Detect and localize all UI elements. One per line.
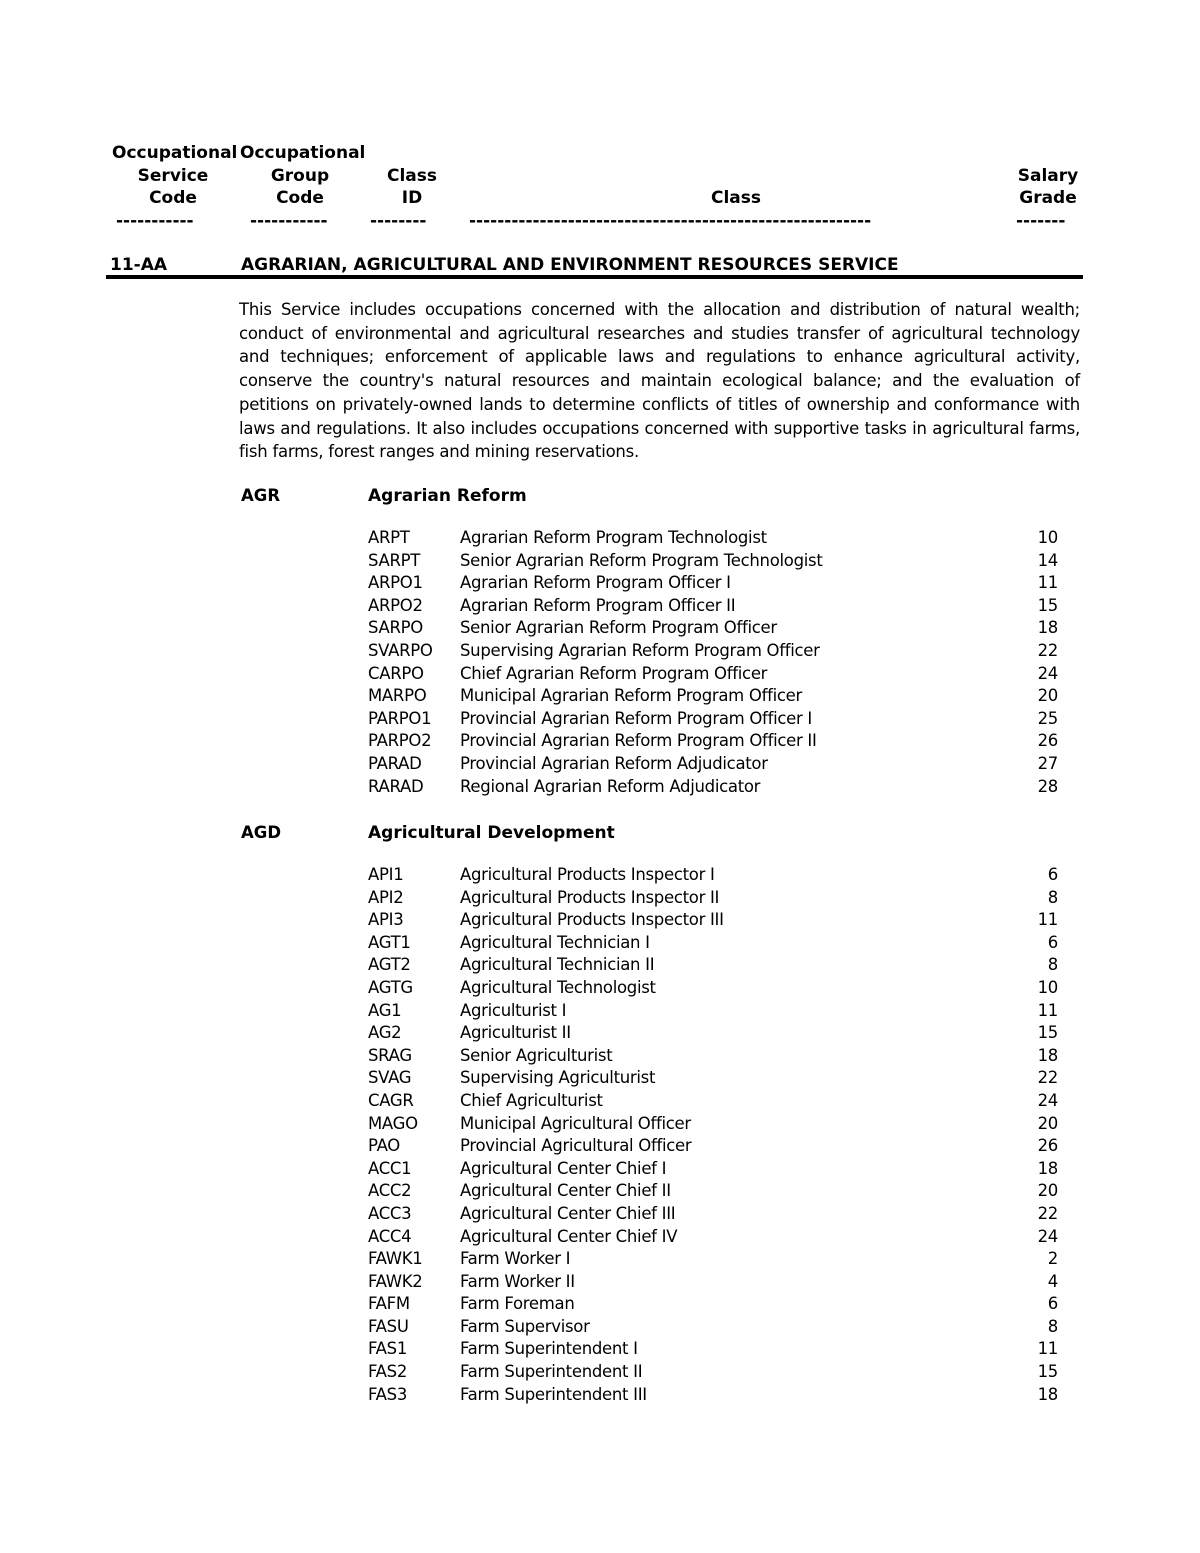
class-row bbox=[368, 1361, 1060, 1384]
class-row bbox=[368, 909, 1060, 932]
class-row bbox=[368, 572, 1060, 595]
class-id: ARPT bbox=[368, 528, 410, 547]
class-id: FAS2 bbox=[368, 1362, 408, 1382]
salary-grade: 15 bbox=[1037, 595, 1058, 615]
class-name: Farm Superintendent II bbox=[460, 1362, 643, 1382]
salary-grade: 28 bbox=[1037, 776, 1058, 796]
class-row bbox=[368, 776, 1060, 799]
class-row bbox=[368, 730, 1060, 753]
salary-grade: 18 bbox=[1037, 1158, 1058, 1178]
service-code: 11-AA bbox=[110, 255, 168, 275]
class-row bbox=[368, 1045, 1060, 1068]
class-id: ARPO1 bbox=[368, 573, 423, 593]
salary-grade: 20 bbox=[1037, 686, 1058, 706]
class-id: API2 bbox=[368, 887, 404, 907]
class-name: Agricultural Technician I bbox=[460, 932, 650, 952]
class-row bbox=[368, 1135, 1060, 1158]
class-row bbox=[368, 1316, 1060, 1339]
class-name: Senior Agriculturist bbox=[460, 1045, 613, 1065]
salary-grade: 15 bbox=[1037, 1023, 1058, 1043]
header-class-id: Class ID bbox=[386, 165, 437, 208]
dash-separator-ogc: ----------- bbox=[250, 211, 328, 231]
class-name: Supervising Agriculturist bbox=[460, 1068, 656, 1088]
class-id: MAGO bbox=[368, 1113, 418, 1133]
class-name: Agriculturist II bbox=[460, 1023, 571, 1043]
class-row bbox=[368, 1090, 1060, 1113]
group-code: AGD bbox=[241, 823, 282, 842]
class-name: Farm Superintendent III bbox=[460, 1384, 647, 1404]
salary-grade: 6 bbox=[1047, 1294, 1058, 1314]
class-id: AGTG bbox=[368, 977, 413, 997]
class-id: FAS3 bbox=[368, 1384, 408, 1404]
salary-grade: 20 bbox=[1037, 1181, 1058, 1201]
class-row bbox=[368, 887, 1060, 910]
class-id: AG1 bbox=[368, 1000, 402, 1020]
class-row bbox=[368, 527, 1060, 550]
class-id: API1 bbox=[368, 865, 404, 884]
header-class: Class bbox=[710, 188, 761, 208]
class-id: AGT2 bbox=[368, 955, 411, 975]
dash-separator-osc: ----------- bbox=[116, 211, 194, 231]
salary-grade: 25 bbox=[1037, 708, 1058, 728]
class-row bbox=[368, 932, 1060, 955]
class-row bbox=[368, 1271, 1060, 1294]
class-name: Senior Agrarian Reform Program Officer bbox=[460, 618, 777, 638]
class-name: Provincial Agrarian Reform Program Officer II bbox=[460, 731, 817, 751]
class-name: Supervising Agrarian Reform Program Officer bbox=[460, 640, 820, 660]
dash-separator-class: --------------------------------------------------------- bbox=[469, 211, 872, 231]
class-name: Chief Agrarian Reform Program Officer bbox=[460, 663, 768, 683]
class-row bbox=[368, 595, 1060, 618]
salary-grade: 6 bbox=[1047, 932, 1058, 952]
class-row bbox=[368, 640, 1060, 663]
class-row bbox=[368, 685, 1060, 708]
salary-grade: 11 bbox=[1037, 1339, 1058, 1359]
class-row bbox=[368, 708, 1060, 731]
salary-grade: 10 bbox=[1037, 528, 1058, 547]
class-id: SVAG bbox=[368, 1068, 412, 1088]
class-row bbox=[368, 1067, 1060, 1090]
class-row bbox=[368, 1000, 1060, 1023]
salary-grade: 26 bbox=[1037, 731, 1058, 751]
salary-grade: 11 bbox=[1037, 573, 1058, 593]
class-name: Agricultural Center Chief IV bbox=[460, 1226, 678, 1246]
salary-grade: 4 bbox=[1047, 1271, 1058, 1291]
class-name: Farm Supervisor bbox=[460, 1316, 590, 1336]
class-name: Agrarian Reform Program Technologist bbox=[460, 528, 767, 547]
class-id: PARPO1 bbox=[368, 708, 432, 728]
class-id: SRAG bbox=[368, 1045, 412, 1065]
class-name: Agrarian Reform Program Officer I bbox=[460, 573, 731, 593]
class-name: Municipal Agricultural Officer bbox=[460, 1113, 691, 1133]
class-row bbox=[368, 663, 1060, 686]
salary-grade: 22 bbox=[1037, 640, 1058, 660]
class-name: Regional Agrarian Reform Adjudicator bbox=[460, 776, 761, 796]
class-row bbox=[368, 1338, 1060, 1361]
class-name: Municipal Agrarian Reform Program Officer bbox=[460, 686, 802, 706]
dash-separator-sg: ------- bbox=[1016, 211, 1066, 231]
header-salary-grade: Salary Grade bbox=[1017, 165, 1079, 208]
class-row bbox=[368, 954, 1060, 977]
class-name: Agricultural Center Chief II bbox=[460, 1181, 671, 1201]
class-row bbox=[368, 1384, 1060, 1407]
salary-grade: 8 bbox=[1047, 887, 1058, 907]
class-name: Farm Foreman bbox=[460, 1294, 575, 1314]
salary-grade: 24 bbox=[1037, 1090, 1058, 1110]
class-name: Agricultural Center Chief I bbox=[460, 1158, 667, 1178]
group-title: Agricultural Development bbox=[368, 823, 615, 843]
class-row bbox=[368, 864, 1060, 887]
class-id: SARPO bbox=[368, 618, 423, 638]
class-id: CAGR bbox=[368, 1090, 414, 1110]
class-name: Provincial Agrarian Reform Program Officer I bbox=[460, 708, 812, 728]
group-title: Agrarian Reform bbox=[368, 486, 527, 506]
salary-grade: 22 bbox=[1037, 1203, 1058, 1223]
group-code: AGR bbox=[241, 486, 281, 505]
class-name: Farm Superintendent I bbox=[460, 1339, 638, 1359]
salary-grade: 22 bbox=[1037, 1068, 1058, 1088]
service-description: This Service includes occupations concerned with the allocation and distribution of natural wealth; conduct of environmental and agricultural researches and studies transfer of agricultural technology and techniques; enforcement of applicable laws and regulations to enhance agricultural activity, conserve the country's natural resources and maintain ecological balance; and the evaluation of petitions on privately-owned lands to determine conflicts of titles of ownership and conformance with laws and regulations. It also includes occupations concerned with supportive tasks in agricultural farms, fish farms, forest ranges and mining reservations. bbox=[239, 300, 1080, 462]
class-id: RARAD bbox=[368, 776, 424, 796]
class-row bbox=[368, 1293, 1060, 1316]
class-id: AG2 bbox=[368, 1023, 402, 1043]
salary-grade: 18 bbox=[1037, 618, 1058, 638]
heading-rule bbox=[106, 275, 1083, 279]
salary-grade: 18 bbox=[1037, 1384, 1058, 1404]
class-name: Agricultural Products Inspector I bbox=[460, 865, 715, 884]
class-id: MARPO bbox=[368, 686, 427, 706]
salary-grade: 15 bbox=[1037, 1362, 1058, 1382]
class-list-agricultural-development bbox=[368, 864, 1060, 1406]
salary-grade: 26 bbox=[1037, 1136, 1058, 1156]
class-name: Agricultural Technologist bbox=[460, 977, 656, 997]
class-id: FAFM bbox=[368, 1294, 410, 1314]
class-id: SVARPO bbox=[368, 640, 433, 660]
salary-grade: 24 bbox=[1037, 1226, 1058, 1246]
header-occupational-service-code: Occupational Service Code bbox=[112, 143, 238, 208]
class-name: Agricultural Center Chief III bbox=[460, 1203, 676, 1223]
salary-grade: 8 bbox=[1047, 1316, 1058, 1336]
class-name: Agricultural Products Inspector II bbox=[460, 887, 720, 907]
class-id: ACC1 bbox=[368, 1158, 412, 1178]
salary-grade: 18 bbox=[1037, 1045, 1058, 1065]
class-row bbox=[368, 1203, 1060, 1226]
class-id: FASU bbox=[368, 1316, 409, 1336]
class-id: FAWK2 bbox=[368, 1271, 423, 1291]
class-row bbox=[368, 1158, 1060, 1181]
class-id: ACC3 bbox=[368, 1203, 412, 1223]
salary-grade: 6 bbox=[1047, 865, 1058, 884]
class-row bbox=[368, 550, 1060, 573]
class-name: Agricultural Products Inspector III bbox=[460, 910, 724, 930]
class-id: ACC4 bbox=[368, 1226, 412, 1246]
class-row bbox=[368, 1022, 1060, 1045]
salary-grade: 8 bbox=[1047, 955, 1058, 975]
class-id: FAS1 bbox=[368, 1339, 408, 1359]
service-title: AGRARIAN, AGRICULTURAL AND ENVIRONMENT RESOURCES SERVICE bbox=[241, 255, 899, 275]
class-name: Chief Agriculturist bbox=[460, 1090, 603, 1110]
class-name: Agriculturist I bbox=[460, 1000, 567, 1020]
class-row bbox=[368, 1226, 1060, 1249]
salary-grade: 11 bbox=[1037, 1000, 1058, 1020]
class-id: PARAD bbox=[368, 753, 422, 773]
salary-grade: 14 bbox=[1037, 550, 1058, 570]
salary-grade: 24 bbox=[1037, 663, 1058, 683]
class-id: CARPO bbox=[368, 663, 424, 683]
class-name: Agrarian Reform Program Officer II bbox=[460, 595, 736, 615]
dash-separator-cid: -------- bbox=[370, 211, 427, 231]
class-id: PARPO2 bbox=[368, 731, 432, 751]
class-id: SARPT bbox=[368, 550, 421, 570]
class-list-agrarian-reform bbox=[368, 527, 1060, 798]
salary-grade: 2 bbox=[1047, 1249, 1058, 1269]
class-id: PAO bbox=[368, 1136, 400, 1156]
class-row bbox=[368, 1248, 1060, 1271]
class-row bbox=[368, 1180, 1060, 1203]
class-row bbox=[368, 977, 1060, 1000]
class-id: API3 bbox=[368, 910, 404, 930]
header-occupational-group-code: Occupational Group Code bbox=[240, 143, 366, 208]
class-name: Senior Agrarian Reform Program Technologist bbox=[460, 550, 823, 570]
class-name: Farm Worker II bbox=[460, 1271, 575, 1291]
class-id: AGT1 bbox=[368, 932, 411, 952]
class-id: ARPO2 bbox=[368, 595, 423, 615]
class-name: Provincial Agrarian Reform Adjudicator bbox=[460, 753, 768, 773]
salary-grade: 11 bbox=[1037, 910, 1058, 930]
salary-grade: 20 bbox=[1037, 1113, 1058, 1133]
class-row bbox=[368, 617, 1060, 640]
salary-grade: 10 bbox=[1037, 977, 1058, 997]
class-name: Provincial Agricultural Officer bbox=[460, 1136, 692, 1156]
class-id: ACC2 bbox=[368, 1181, 412, 1201]
class-id: FAWK1 bbox=[368, 1249, 423, 1269]
salary-grade: 27 bbox=[1037, 753, 1058, 773]
class-row bbox=[368, 753, 1060, 776]
class-row bbox=[368, 1113, 1060, 1136]
class-name: Agricultural Technician II bbox=[460, 955, 655, 975]
class-name: Farm Worker I bbox=[460, 1249, 571, 1269]
